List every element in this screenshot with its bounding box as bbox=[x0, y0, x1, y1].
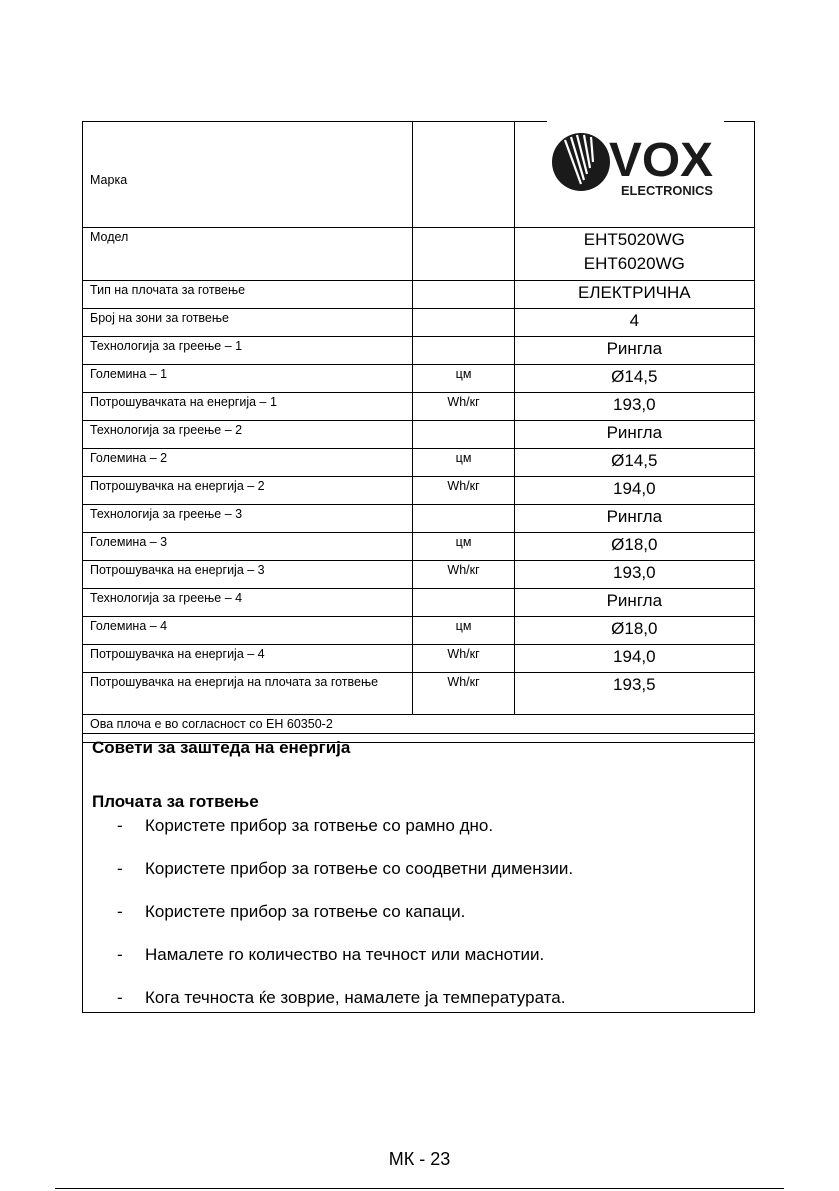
tip-text: Користете прибор за готвење со капаци. bbox=[145, 902, 466, 921]
list-item bbox=[83, 816, 754, 859]
row-label: Потрошувачка на енергија – 3 bbox=[83, 561, 413, 589]
row-unit bbox=[413, 505, 514, 533]
brand-row bbox=[83, 122, 755, 228]
total-value: 193,5 bbox=[514, 673, 754, 715]
table-row bbox=[83, 281, 755, 309]
energy-tips-box bbox=[82, 733, 755, 1013]
row-label: Големина – 1 bbox=[83, 365, 413, 393]
tips-list bbox=[83, 816, 754, 1031]
tip-text: Намалете го количество на течност или маснотии. bbox=[145, 945, 545, 964]
row-value: Рингла bbox=[514, 589, 754, 617]
bullet-dash: - bbox=[117, 859, 123, 878]
total-label: Потрошувачка на енергија на плочата за готвење bbox=[83, 673, 413, 715]
row-value: Ø18,0 bbox=[514, 617, 754, 645]
row-value: ЕЛЕКТРИЧНА bbox=[514, 281, 754, 309]
tip-text: Користете прибор за готвење со соодветни димензии. bbox=[145, 859, 574, 878]
row-value: Ø14,5 bbox=[514, 365, 754, 393]
row-value: 193,0 bbox=[514, 393, 754, 421]
page-number: МК - 23 bbox=[388, 1149, 451, 1169]
footer-divider bbox=[55, 1188, 784, 1189]
model-value-1: EHT5020WG bbox=[583, 230, 685, 249]
row-label: Потрошувачка на енергија – 2 bbox=[83, 477, 413, 505]
row-value: Рингла bbox=[514, 337, 754, 365]
row-unit bbox=[413, 281, 514, 309]
row-unit: цм bbox=[413, 449, 514, 477]
row-value: 193,0 bbox=[514, 561, 754, 589]
row-unit: Wh/кг bbox=[413, 393, 514, 421]
tips-subtitle: Плочата за готвење bbox=[92, 792, 259, 811]
vox-logo-wordmark: VOX bbox=[608, 134, 713, 187]
table-row bbox=[83, 589, 755, 617]
total-row bbox=[83, 673, 755, 715]
table-row bbox=[83, 449, 755, 477]
vox-logo-subtext: ELECTRONICS bbox=[620, 183, 713, 198]
row-label: Големина – 3 bbox=[83, 533, 413, 561]
bullet-dash: - bbox=[117, 816, 123, 835]
table-row bbox=[83, 533, 755, 561]
row-value: Рингла bbox=[514, 421, 754, 449]
row-unit: цм bbox=[413, 617, 514, 645]
list-item bbox=[83, 902, 754, 945]
row-value: Рингла bbox=[514, 505, 754, 533]
total-unit: Wh/кг bbox=[413, 673, 514, 715]
row-label: Технологија за греење – 3 bbox=[83, 505, 413, 533]
row-label: Потрошувачката на енергија – 1 bbox=[83, 393, 413, 421]
brand-label: Марка bbox=[83, 122, 413, 228]
compliance-note: Ова плоча е во согласност со ЕН 60350-2 bbox=[83, 715, 755, 743]
table-row bbox=[83, 421, 755, 449]
list-item bbox=[83, 859, 754, 902]
row-value: 4 bbox=[514, 309, 754, 337]
spec-table bbox=[82, 121, 755, 743]
row-unit: Wh/кг bbox=[413, 645, 514, 673]
vox-logo bbox=[551, 128, 717, 200]
brand-logo-cell bbox=[514, 122, 754, 228]
model-value-2: EHT6020WG bbox=[583, 254, 685, 273]
row-unit bbox=[413, 589, 514, 617]
list-item bbox=[83, 945, 754, 988]
row-value: Ø18,0 bbox=[514, 533, 754, 561]
table-row bbox=[83, 645, 755, 673]
row-unit: Wh/кг bbox=[413, 561, 514, 589]
row-label: Технологија за греење – 4 bbox=[83, 589, 413, 617]
row-value: Ø14,5 bbox=[514, 449, 754, 477]
row-unit bbox=[413, 421, 514, 449]
brand-unit-cell bbox=[413, 122, 514, 228]
model-unit-cell bbox=[413, 228, 514, 281]
row-label: Големина – 4 bbox=[83, 617, 413, 645]
row-label: Технологија за греење – 2 bbox=[83, 421, 413, 449]
model-values bbox=[514, 228, 754, 281]
list-item bbox=[83, 988, 754, 1031]
table-row bbox=[83, 477, 755, 505]
table-row bbox=[83, 309, 755, 337]
table-row bbox=[83, 337, 755, 365]
table-row bbox=[83, 393, 755, 421]
model-row bbox=[83, 228, 755, 281]
tip-text: Кога течноста ќе зоврие, намалете ја температурата. bbox=[145, 988, 566, 1007]
row-value: 194,0 bbox=[514, 645, 754, 673]
table-row bbox=[83, 617, 755, 645]
tips-title: Совети за заштеда на енергија bbox=[92, 738, 351, 757]
bullet-dash: - bbox=[117, 945, 123, 964]
row-value: 194,0 bbox=[514, 477, 754, 505]
row-unit bbox=[413, 309, 514, 337]
tip-text: Користете прибор за готвење со рамно дно. bbox=[145, 816, 494, 835]
row-label: Големина – 2 bbox=[83, 449, 413, 477]
table-row bbox=[83, 561, 755, 589]
row-unit: цм bbox=[413, 533, 514, 561]
row-label: Потрошувачка на енергија – 4 bbox=[83, 645, 413, 673]
table-row bbox=[83, 365, 755, 393]
bullet-dash: - bbox=[117, 988, 123, 1007]
table-row bbox=[83, 505, 755, 533]
row-unit: Wh/кг bbox=[413, 477, 514, 505]
row-unit bbox=[413, 337, 514, 365]
bullet-dash: - bbox=[117, 902, 123, 921]
row-label: Број на зони за готвење bbox=[83, 309, 413, 337]
row-label: Тип на плочата за готвење bbox=[83, 281, 413, 309]
row-label: Технологија за греење – 1 bbox=[83, 337, 413, 365]
model-label: Модел bbox=[83, 228, 413, 281]
row-unit: цм bbox=[413, 365, 514, 393]
